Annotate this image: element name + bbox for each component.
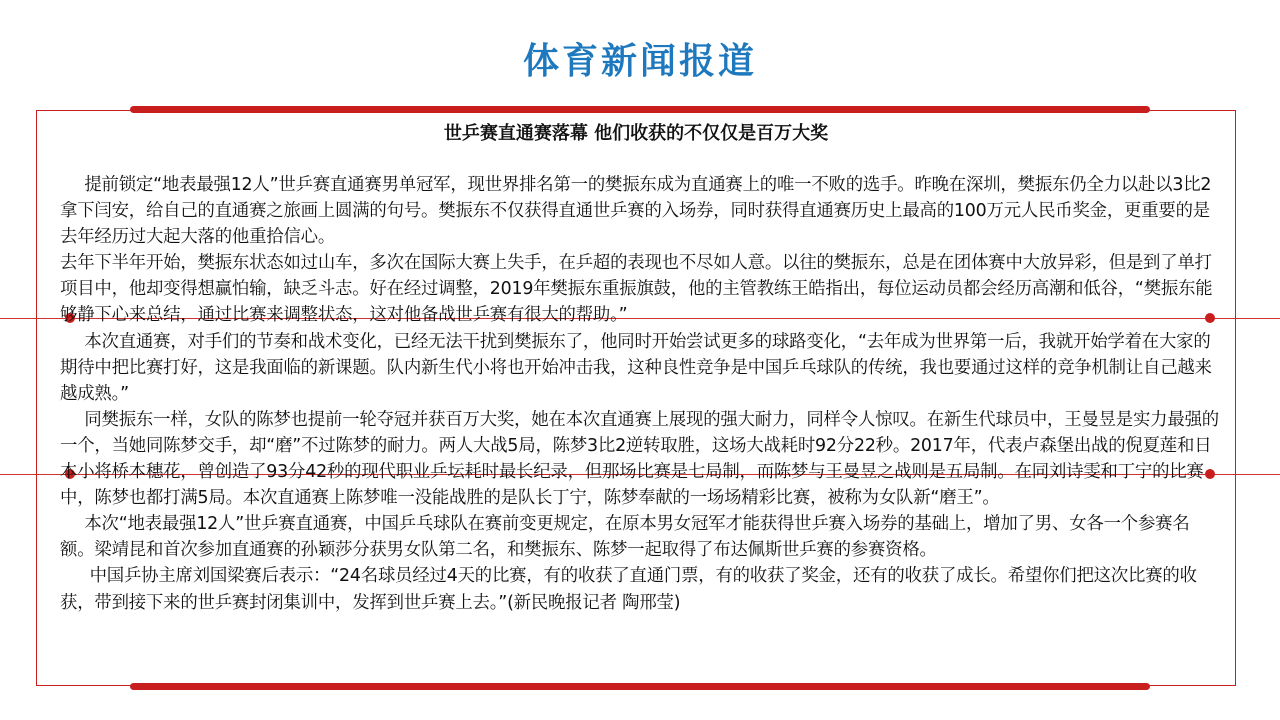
article-paragraph: 中国乒协主席刘国梁赛后表示：“24名球员经过4天的比赛，有的收获了直通门票，有的收获了奖金，还有的收获了成长。希望你们把这次比赛的收获，带到接下来的世乒赛封闭集训中，发挥到世乒赛上去。”(新民晚报记者 陶邢莹) [60, 566, 1197, 613]
article-title: 世乒赛直通赛落幕 他们收获的不仅仅是百万大奖 [443, 123, 829, 144]
article-body [60, 172, 1220, 616]
article-paragraph: 去年下半年开始，樊振东状态如过山车，多次在国际大赛上失手，在乒超的表现也不尽如人意。以往的樊振东，总是在团体赛中大放异彩，但是到了单打项目中，他却变得想赢怕输，缺乏斗志。好在经过调整，2019年樊振东重振旗鼓，他的主管教练王皓指出，每位运动员都会经历高潮和低谷，“樊振东能够静下心来总结，通过比赛来调整状态，这对他备战世乒赛有很大的帮助。” [60, 253, 1213, 326]
article-paragraph: 本次“地表最强12人”世乒赛直通赛，中国乒乓球队在赛前变更规定，在原本男女冠军才能获得世乒赛入场券的基础上，增加了男、女各一个参赛名额。梁靖昆和首次参加直通赛的孙颖莎分获男女队第二名，和樊振东、陈梦一起取得了布达佩斯世乒赛的参赛资格。 [60, 514, 1190, 561]
article-paragraph: 同樊振东一样，女队的陈梦也提前一轮夺冠并获百万大奖，她在本次直通赛上展现的强大耐力，同样令人惊叹。在新生代球员中，王曼昱是实力最强的一个，当她同陈梦交手，却“磨”不过陈梦的耐力。两人大战5局，陈梦3比2逆转取胜，这场大战耗时92分22秒。2017年，代表卢森堡出战的倪夏莲和日本小将桥本穗花，曾创造了93分42秒的现代职业乒坛耗时最长纪录，但那场比赛是七局制，而陈梦与王曼昱之战则是五局制。在同刘诗雯和丁宁的比赛中，陈梦也都打满5局。本次直通赛上陈梦唯一没能战胜的是队长丁宁，陈梦奉献的一场场精彩比赛，被称为女队新“磨王”。 [60, 409, 1219, 509]
page-title: 体育新闻报道 [522, 41, 757, 82]
article-paragraph: 提前锁定“地表最强12人”世乒赛直通赛男单冠军，现世界排名第一的樊振东成为直通赛上的唯一不败的选手。昨晚在深圳，樊振东仍全力以赴以3比2拿下闫安，给自己的直通赛之旅画上圆满的句号。樊振东不仅获得直通世乒赛的入场券，同时获得直通赛历史上最高的100万元人民币奖金，更重要的是去年经历过大起大落的他重拾信心。 [60, 175, 1212, 248]
article-paragraph: 本次直通赛，对手们的节奏和战术变化，已经无法干扰到樊振东了，他同时开始尝试更多的球路变化，“去年成为世界第一后，我就开始学着在大家的期待中把比赛打好，这是我面临的新课题。队内新生代小将也开始冲击我，这种良性竞争是中国乒乓球队的传统，我也要通过这样的竞争机制让自己越来越成熟。” [60, 331, 1212, 404]
frame-top-bar [130, 106, 1150, 113]
frame-bottom-bar [130, 683, 1150, 690]
